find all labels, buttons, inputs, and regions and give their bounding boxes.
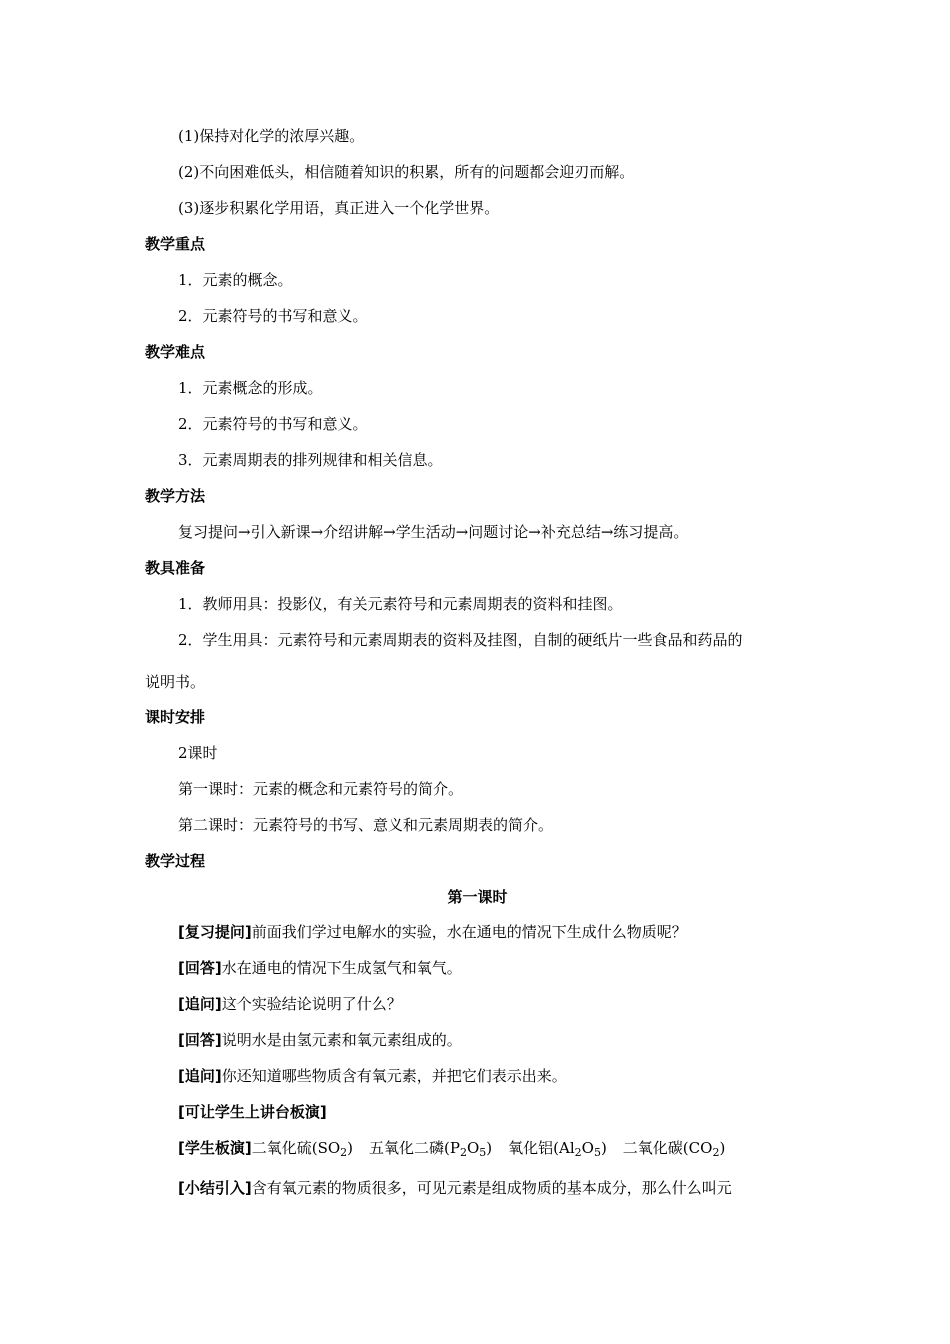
dialogue-line xyxy=(178,994,402,1014)
tools-item-student-cont: 说明书。 xyxy=(145,673,206,691)
difficulty-item: 1．元素概念的形成。 xyxy=(178,379,323,397)
methods-text: 复习提问→引入新课→介绍讲解→学生活动→问题讨论→补充总结→练习提高。 xyxy=(178,523,689,541)
dialogue-text: 含有氧元素的物质很多，可见元素是组成物质的基本成分，那么什么叫元 xyxy=(251,1179,732,1197)
dialogue-tag: [追问] xyxy=(178,1067,222,1085)
compound-al2o5: 氧化铝$(Al_2O_5)$ xyxy=(508,1139,607,1159)
dialogue-tag: [回答] xyxy=(178,1031,222,1049)
difficulty-item: 3．元素周期表的排列规律和相关信息。 xyxy=(178,451,443,469)
tools-heading: 教具准备 xyxy=(145,559,206,577)
dialogue-line xyxy=(178,1030,462,1050)
difficulties-heading: 教学难点 xyxy=(145,343,206,361)
goal-2: (2)不向困难低头，相信随着知识的积累，所有的问题都会迎刃而解。 xyxy=(178,163,635,181)
goal-3: (3)逐步积累化学用语，真正进入一个化学世界。 xyxy=(178,199,500,217)
dialogue-tag: [学生板演] xyxy=(178,1139,252,1157)
dialogue-tag: [复习提问] xyxy=(178,923,252,941)
schedule-total: 2课时 xyxy=(178,744,218,762)
dialogue-text: 前面我们学过电解水的实验，水在通电的情况下生成什么物质呢？ xyxy=(251,923,687,941)
methods-heading: 教学方法 xyxy=(145,487,206,505)
board-note: [可让学生上讲台板演] xyxy=(178,1103,327,1121)
dialogue-line xyxy=(178,958,462,978)
dialogue-text: 说明水是由氢元素和氧元素组成的。 xyxy=(221,1031,462,1049)
dialogue-line xyxy=(178,1066,567,1086)
schedule-second: 第二课时：元素符号的书写、意义和元素周期表的简介。 xyxy=(178,816,554,834)
key-point-item: 2．元素符号的书写和意义。 xyxy=(178,307,368,325)
compound-co2: 二氧化碳$(CO_2)$ xyxy=(622,1139,726,1159)
dialogue-tag: [回答] xyxy=(178,959,222,977)
compound-so2: 二氧化硫$(SO_2)$ xyxy=(251,1139,354,1159)
dialogue-tag: [追问] xyxy=(178,995,222,1013)
dialogue-line xyxy=(178,922,687,942)
dialogue-text: 水在通电的情况下生成氢气和氧气。 xyxy=(221,959,462,977)
dialogue-text: 这个实验结论说明了什么？ xyxy=(221,995,402,1013)
tools-item-student: 2．学生用具：元素符号和元素周期表的资料及挂图，自制的硬纸片一些食品和药品的 xyxy=(178,631,743,649)
difficulty-item: 2．元素符号的书写和意义。 xyxy=(178,415,368,433)
key-point-item: 1．元素的概念。 xyxy=(178,271,293,289)
dialogue-line xyxy=(178,1178,732,1198)
schedule-heading: 课时安排 xyxy=(145,708,206,726)
dialogue-text: 你还知道哪些物质含有氧元素，并把它们表示出来。 xyxy=(221,1067,567,1085)
schedule-first: 第一课时：元素的概念和元素符号的简介。 xyxy=(178,780,464,798)
lesson-title: 第一课时 xyxy=(447,888,508,906)
key-points-heading: 教学重点 xyxy=(145,235,206,253)
board-line xyxy=(178,1138,725,1158)
compound-p2o5: 五氧化二磷$(P_2O_5)$ xyxy=(369,1139,493,1159)
tools-item-teacher: 1．教师用具：投影仪，有关元素符号和元素周期表的资料和挂图。 xyxy=(178,595,623,613)
goal-1: (1)保持对化学的浓厚兴趣。 xyxy=(178,127,365,145)
process-heading: 教学过程 xyxy=(145,852,206,870)
dialogue-tag: [小结引入] xyxy=(178,1179,252,1197)
